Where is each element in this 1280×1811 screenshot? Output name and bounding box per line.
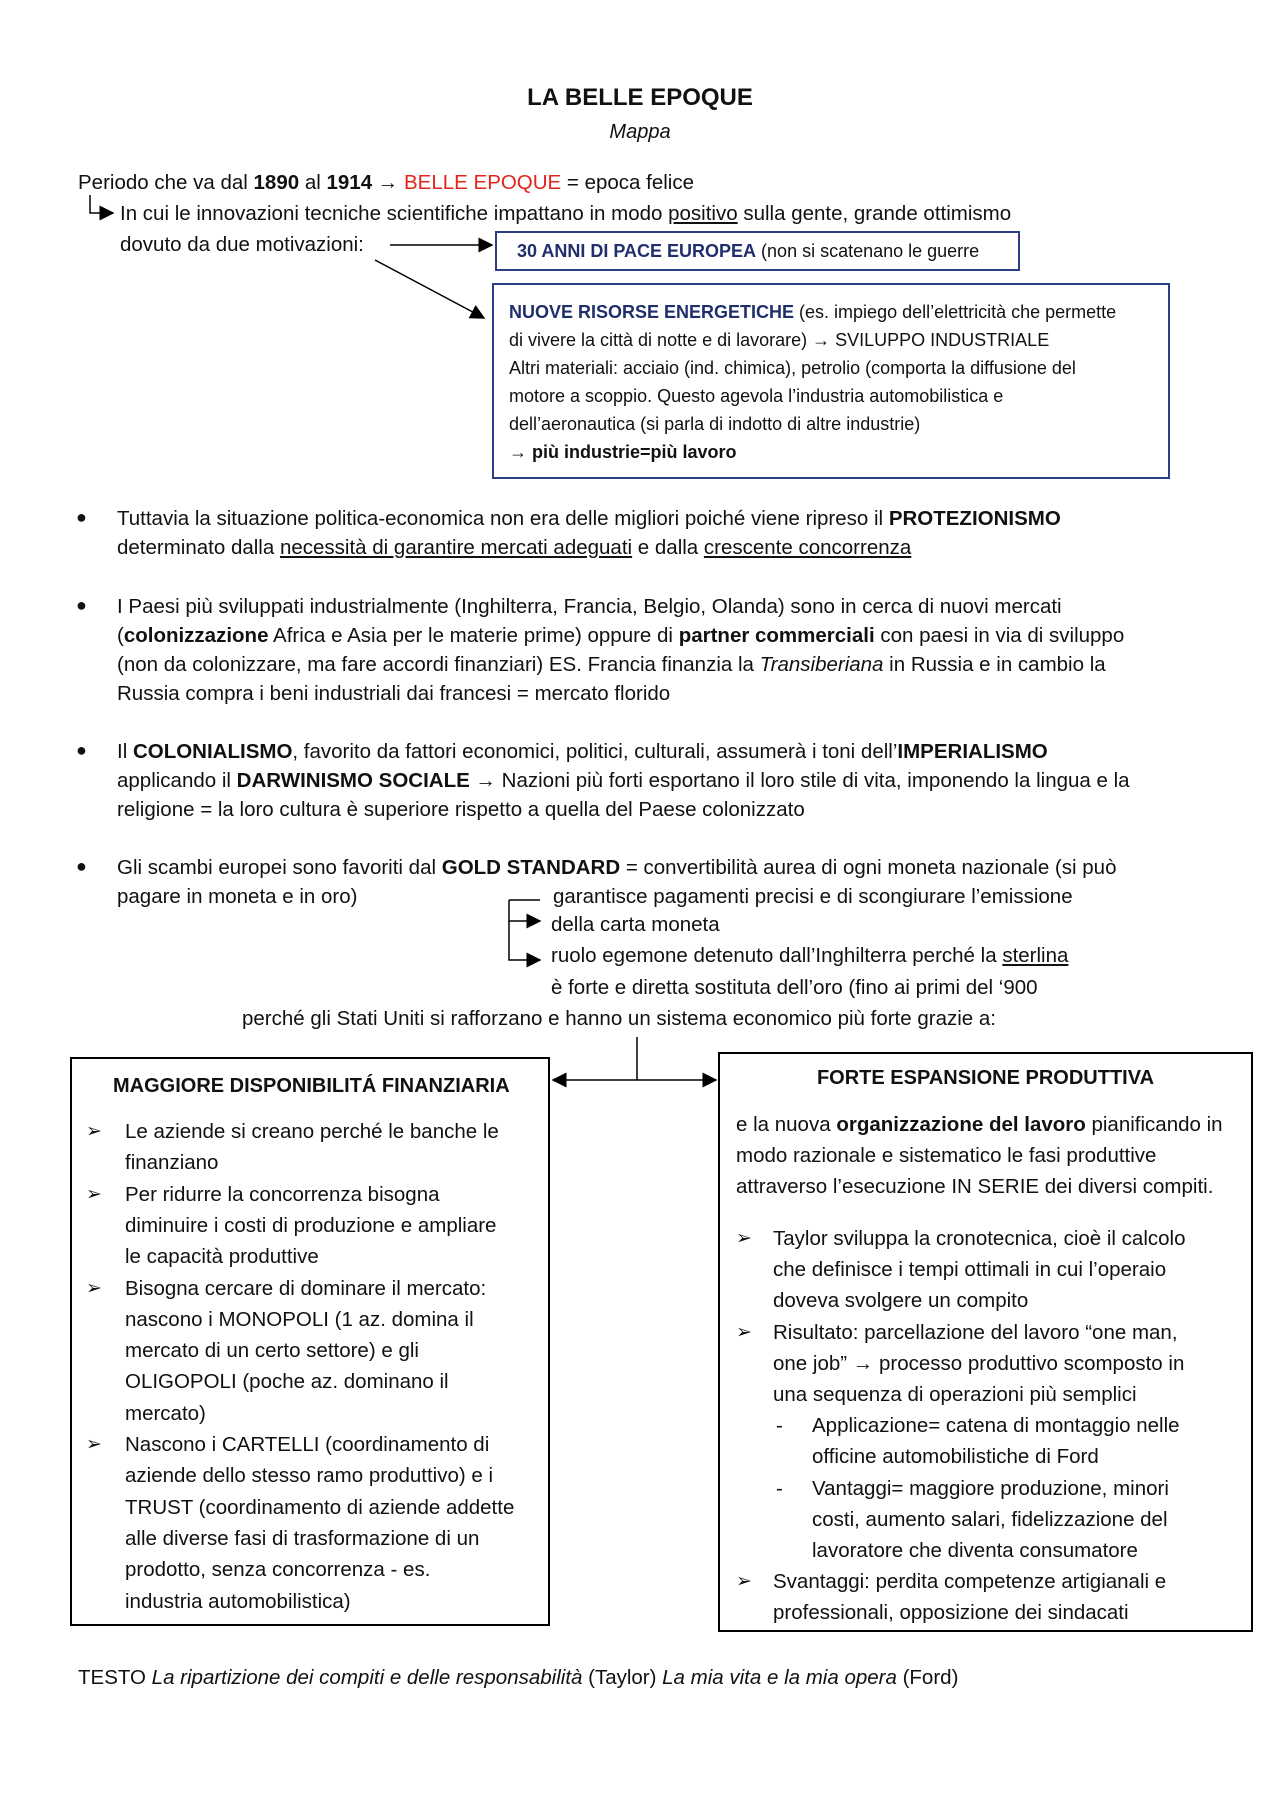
bullet-4-line-2: pagare in moneta e in oro) xyxy=(117,885,358,908)
espansione-list-line: doveva svolgere un compito xyxy=(773,1289,1029,1313)
arrowhead-bullet-icon: ➢ xyxy=(736,1228,752,1249)
finanziaria-list-line: industria automobilistica) xyxy=(125,1589,351,1613)
finanziaria-list-line: diminuire i costi di produzione e ampliare xyxy=(125,1213,497,1237)
gold-line-4: è forte e diretta sostituta dell’oro (fino ai primi del ‘900 xyxy=(551,976,1038,999)
bullet-1-line-1: Tuttavia la situazione politica-economica non era delle migliori poiché viene ripreso il PROTEZIONISMO xyxy=(117,507,1061,530)
dash-bullet: - xyxy=(776,1414,783,1438)
espansione-title: FORTE ESPANSIONE PRODUTTIVA xyxy=(816,1067,1155,1089)
espansione-list-line: Risultato: parcellazione del lavoro “one man, xyxy=(773,1320,1178,1344)
espansione-list-line: lavoratore che diventa consumatore xyxy=(812,1539,1138,1562)
espansione-list-line: che definisce i tempi ottimali in cui l’operaio xyxy=(773,1258,1167,1282)
gold-line-2: della carta moneta xyxy=(551,913,720,936)
espansione-list-line: Taylor sviluppa la cronotecnica, cioè il calcolo xyxy=(773,1227,1186,1250)
footer-references: TESTO La ripartizione dei compiti e delle responsabilità (Taylor) La mia vita e la mia opera (Ford) xyxy=(78,1666,959,1689)
espansione-list-line: Svantaggi: perdita competenze artigianali e xyxy=(773,1570,1167,1594)
bullet-dot: ● xyxy=(76,740,87,760)
bullet-3-line-1: Il COLONIALISMO, favorito da fattori economici, politici, culturali, assumerà i toni dell’IMPERIALISMO xyxy=(117,740,1048,763)
bullet-1-line-2: determinato dalla necessità di garantire mercati adeguati e dalla crescente concorrenza xyxy=(117,536,912,559)
finanziaria-list-line: mercato) xyxy=(125,1401,206,1425)
intro-line-3: dovuto da due motivazioni: xyxy=(120,233,364,256)
finanziaria-title: MAGGIORE DISPONIBILITÁ FINANZIARIA xyxy=(113,1075,510,1097)
finanziaria-list-line: alle diverse fasi di trasformazione di un xyxy=(125,1526,480,1550)
espansione-list-line: officine automobilistiche di Ford xyxy=(812,1445,1099,1469)
bullet-3-line-2: applicando il DARWINISMO SOCIALE → Nazioni più forti esportano il loro stile di vita, imponendo la lingua e la xyxy=(117,769,1130,792)
bullet-2-line-4: Russia compra i beni industriali dai francesi = mercato florido xyxy=(117,682,671,705)
espansione-list-line: costi, aumento salari, fidelizzazione del xyxy=(812,1507,1168,1531)
finanziaria-list-line: TRUST (coordinamento di aziende addette xyxy=(125,1495,515,1519)
finanziaria-list-line: aziende dello stesso ramo produttivo) e i xyxy=(125,1464,494,1488)
belle-epoque-highlight: BELLE EPOQUE xyxy=(404,171,562,194)
arrowhead-bullet-icon: ➢ xyxy=(86,1121,102,1142)
finanziaria-box xyxy=(70,1057,550,1626)
finanziaria-list-line: OLIGOPOLI (poche az. dominano il xyxy=(125,1370,449,1394)
pace-europea-box: 30 ANNI DI PACE EUROPEA (non si scatenano le guerre xyxy=(495,231,1020,271)
bullet-2-line-1: I Paesi più sviluppati industrialmente (Inghilterra, Francia, Belgio, Olanda) sono in cerca di nuovi mercati xyxy=(117,595,1062,618)
espansione-para-line-1: e la nuova organizzazione del lavoro pianificando in xyxy=(736,1113,1223,1136)
espansione-para-line-2: modo razionale e sistematico le fasi produttive xyxy=(736,1144,1157,1167)
espansione-para-line-3: attraverso l’esecuzione IN SERIE dei diversi compiti. xyxy=(736,1175,1214,1198)
finanziaria-list-line: finanziano xyxy=(125,1151,219,1175)
finanziaria-list-line: Per ridurre la concorrenza bisogna xyxy=(125,1182,440,1206)
bullet-2-line-3: (non da colonizzare, ma fare accordi finanziari) ES. Francia finanzia la Transiberiana in Russia e in cambio la xyxy=(117,653,1106,676)
finanziaria-list-line: nascono i MONOPOLI (1 az. domina il xyxy=(125,1307,474,1331)
espansione-list-line: Vantaggi= maggiore produzione, minori xyxy=(812,1476,1169,1500)
arrowhead-bullet-icon: ➢ xyxy=(86,1183,102,1205)
arrowhead-bullet-icon: ➢ xyxy=(86,1277,102,1299)
finanziaria-list-line: Nascono i CARTELLI (coordinamento di xyxy=(125,1433,490,1456)
bullet-dot: ● xyxy=(76,595,87,615)
page-title: LA BELLE EPOQUE xyxy=(527,84,753,111)
arrow-to-risorse xyxy=(375,260,484,318)
page-subtitle: Mappa xyxy=(609,121,671,143)
finanziaria-list-line: Le aziende si creano perché le banche le xyxy=(125,1120,499,1143)
gold-line-5: perché gli Stati Uniti si rafforzano e hanno un sistema economico più forte grazie a: xyxy=(242,1007,996,1030)
intro-hook-arrow xyxy=(90,195,113,213)
gold-line-1: garantisce pagamenti precisi e di scongiurare l’emissione xyxy=(553,885,1073,908)
arrowhead-bullet-icon: ➢ xyxy=(736,1321,752,1343)
dash-bullet: - xyxy=(776,1476,783,1500)
espansione-list-line: one job” → processo produttivo scomposto in xyxy=(773,1351,1185,1375)
arrowhead-bullet-icon: ➢ xyxy=(736,1571,752,1593)
arrowhead-bullet-icon: ➢ xyxy=(86,1434,102,1455)
intro-line-1: Periodo che va dal 1890 al 1914 → BELLE EPOQUE = epoca felice xyxy=(78,171,695,194)
risorse-energetiche-box: NUOVE RISORSE ENERGETICHE (es. impiego dell’elettricità che permette di vivere la città di notte e di lavorare) → SVILUPPO INDUSTRIALE Altri materiali: acciaio (ind. chimica), petrolio (comporta la diffusione del motore a scoppio. Questo agevola l’industria automobilistica e dell’aeronautica (si parla di indotto di altre industrie) → più industrie=più lavoro xyxy=(492,283,1170,479)
espansione-list-line: una sequenza di operazioni più semplici xyxy=(773,1383,1137,1406)
gold-arrow-2 xyxy=(509,921,540,960)
bullet-4-line-1: Gli scambi europei sono favoriti dal GOLD STANDARD = convertibilità aurea di ogni moneta nazionale (si può xyxy=(117,856,1117,879)
espansione-box xyxy=(718,1052,1253,1632)
espansione-list-line: professionali, opposizione dei sindacati xyxy=(773,1601,1129,1625)
finanziaria-list-line: Bisogna cercare di dominare il mercato: xyxy=(125,1276,487,1300)
bullet-2-line-2: (colonizzazione Africa e Asia per le materie prime) oppure di partner commerciali con paesi in via di sviluppo xyxy=(117,624,1125,647)
bullet-dot: ● xyxy=(76,856,87,876)
finanziaria-list-line: mercato di un certo settore) e gli xyxy=(125,1339,419,1363)
intro-line-2: In cui le innovazioni tecniche scientifiche impattano in modo positivo sulla gente, grande ottimismo xyxy=(120,202,1012,225)
bullet-3-line-3: religione = la loro cultura è superiore rispetto a quella del Paese colonizzato xyxy=(117,798,805,821)
gold-arrow-1 xyxy=(509,900,540,921)
gold-line-3: ruolo egemone detenuto dall’Inghilterra perché la sterlina xyxy=(551,944,1069,967)
finanziaria-list-line: prodotto, senza concorrenza - es. xyxy=(125,1558,431,1582)
finanziaria-list-line: le capacità produttive xyxy=(125,1245,319,1269)
bullet-dot: ● xyxy=(76,507,87,527)
espansione-list-line: Applicazione= catena di montaggio nelle xyxy=(812,1414,1180,1438)
